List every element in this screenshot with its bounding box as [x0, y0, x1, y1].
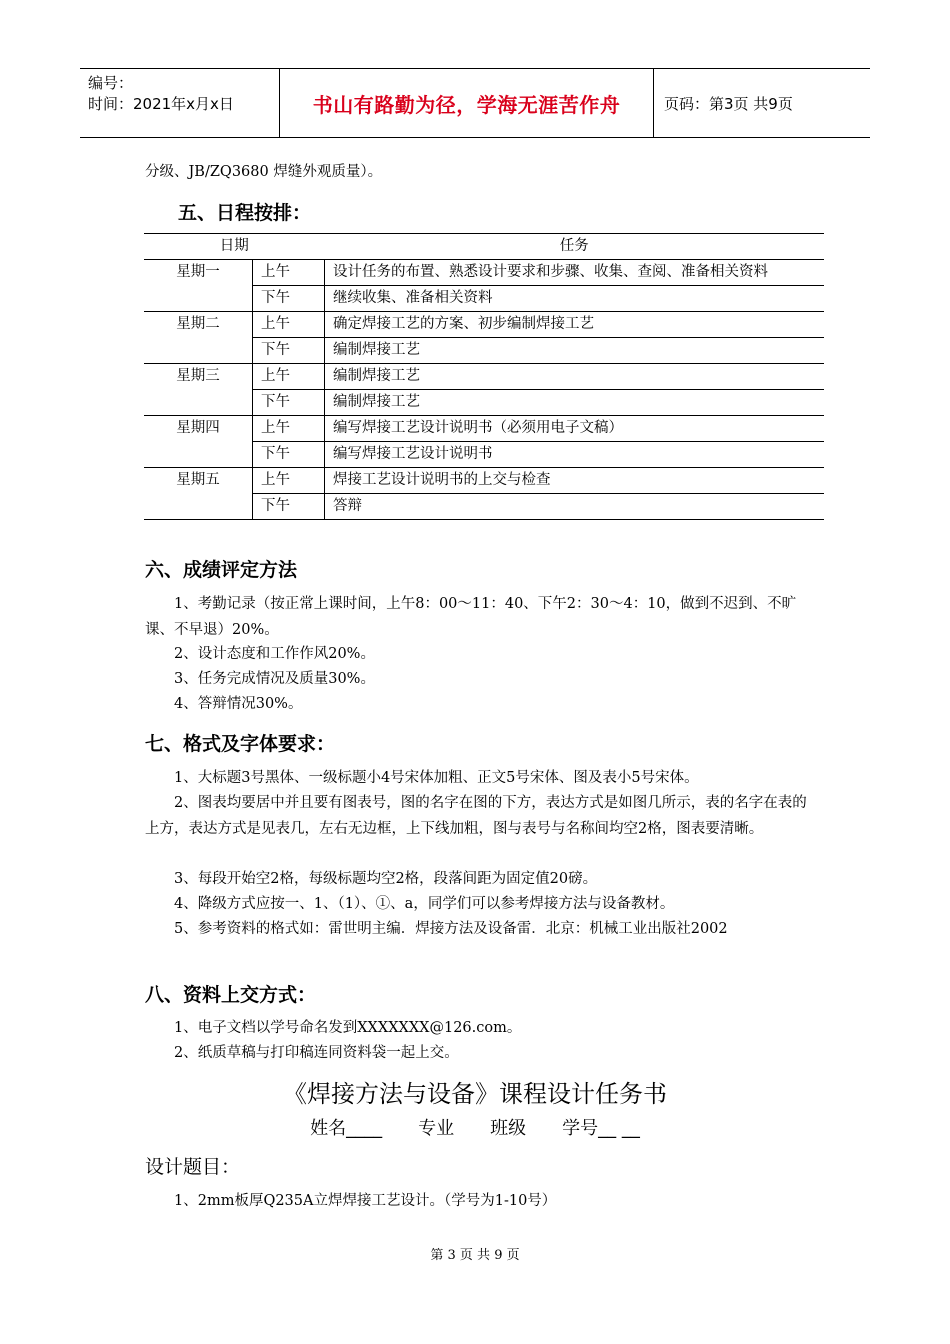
student-name: 姓名____ — [310, 1118, 383, 1139]
task-cell: 继续收集、准备相关资料 — [325, 286, 825, 312]
pm-cell: 下午 — [253, 390, 325, 416]
day-cell: 星期二 — [144, 312, 253, 364]
pm-cell: 下午 — [253, 286, 325, 312]
student-major: 专业 — [418, 1118, 455, 1139]
header-number: 编号： — [88, 74, 134, 92]
topic-heading: 设计题目： — [145, 1156, 241, 1178]
task-cell: 编写焊接工艺设计说明书 — [325, 442, 825, 468]
am-cell: 上午 — [253, 364, 325, 390]
section7-item-5: 5、参考资料的格式如：雷世明主编．焊接方法及设备雷．北京：机械工业出版社2002 — [174, 921, 728, 937]
task-cell: 编制焊接工艺 — [325, 390, 825, 416]
section7-item-3: 3、每段开始空2格，每级标题均空2格，段落间距为固定值20磅。 — [174, 871, 598, 887]
header-time: 时间：2021年x月x日 — [88, 95, 234, 113]
pm-cell: 下午 — [253, 338, 325, 364]
section5-title: 五、日程按排： — [178, 202, 312, 224]
task-book-title: 《焊接方法与设备》课程设计任务书 — [283, 1080, 667, 1108]
task-cell: 答辩 — [325, 494, 825, 520]
student-id: 学号__ __ — [562, 1118, 640, 1139]
section7-title: 七、格式及字体要求： — [145, 733, 336, 755]
am-cell: 上午 — [253, 416, 325, 442]
header-motto: 书山有路勤为径，学海无涯苦作舟 — [280, 69, 654, 137]
section6-item-1: 1、考勤记录（按正常上课时间，上午8：00～11：40、下午2：30～4：10，做到不迟到、不旷课、不早退）20%。 — [145, 596, 797, 638]
section6-title: 六、成绩评定方法 — [145, 559, 298, 581]
section6-item-4: 4、答辩情况30%。 — [174, 696, 303, 712]
section7-item-1: 1、大标题3号黑体、一级标题小4号宋体加粗、正文5号宋体、图及表小5号宋体。 — [174, 770, 699, 786]
section6-item-3: 3、任务完成情况及质量30%。 — [174, 671, 375, 687]
header-meta — [80, 69, 280, 137]
task-cell: 编制焊接工艺 — [325, 338, 825, 364]
table-row — [144, 312, 824, 338]
table-row — [144, 364, 824, 390]
am-cell: 上午 — [253, 468, 325, 494]
table-row — [144, 416, 824, 442]
task-cell: 编写焊接工艺设计说明书（必须用电子文稿） — [325, 416, 825, 442]
day-cell: 星期四 — [144, 416, 253, 468]
section7-item-2: 2、图表均要居中并且要有图表号，图的名字在图的下方，表达方式是如图几所示，表的名字在表的上方，表达方式是见表几，左右无边框，上下线加粗，图与表号与名称间均空2格，图表要清晰。 — [145, 795, 807, 837]
section8-title: 八、资料上交方式： — [145, 984, 317, 1006]
section8-item-1: 1、电子文档以学号命名发到XXXXXXX@126.com。 — [174, 1020, 522, 1036]
header-page: 页码：第3页 共9页 — [664, 94, 793, 113]
task-cell: 确定焊接工艺的方案、初步编制焊接工艺 — [325, 312, 825, 338]
section6-item-2: 2、设计态度和工作作风20%。 — [174, 646, 375, 662]
am-cell: 上午 — [253, 312, 325, 338]
task-cell: 焊接工艺设计说明书的上交与检查 — [325, 468, 825, 494]
topic-item-1: 1、2mm板厚Q235A立焊焊接工艺设计。（学号为1-10号） — [174, 1193, 557, 1209]
table-row — [144, 468, 824, 494]
schedule-table — [144, 233, 824, 520]
am-cell: 上午 — [253, 260, 325, 286]
col-date-header: 日期 — [144, 234, 325, 260]
schedule-header-row — [144, 234, 824, 260]
pm-cell: 下午 — [253, 494, 325, 520]
day-cell: 星期五 — [144, 468, 253, 520]
section8-item-2: 2、纸质草稿与打印稿连同资料袋一起上交。 — [174, 1045, 459, 1061]
student-class: 班级 — [490, 1118, 527, 1139]
intro-line: 分级、JB/ZQ3680 焊缝外观质量）。 — [145, 164, 383, 180]
col-task-header: 任务 — [325, 234, 825, 260]
page-header — [80, 68, 870, 138]
table-row — [144, 260, 824, 286]
day-cell: 星期三 — [144, 364, 253, 416]
task-cell: 编制焊接工艺 — [325, 364, 825, 390]
task-cell: 设计任务的布置、熟悉设计要求和步骤、收集、查阅、准备相关资料 — [325, 260, 825, 286]
student-info-line — [0, 1114, 950, 1140]
pm-cell: 下午 — [253, 442, 325, 468]
day-cell: 星期一 — [144, 260, 253, 312]
page-footer: 第 3 页 共 9 页 — [430, 1248, 520, 1263]
section7-item-4: 4、降级方式应按一、1、（1）、①、a，同学们可以参考焊接方法与设备教材。 — [174, 896, 675, 912]
